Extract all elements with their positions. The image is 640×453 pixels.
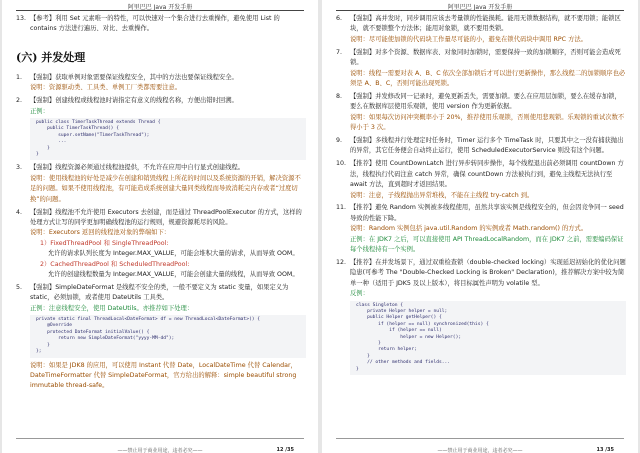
item-note: 说明：资源驱动类、工具类、单例工厂类都需要注意。 — [30, 84, 182, 92]
sub-item: 2）CachedThreadPool 和 ScheduledThreadPool: — [40, 260, 190, 268]
item-note: 说明：注意，子线程抛出异常堆栈，不能在主线程 try-catch 到。 — [350, 191, 534, 199]
item-text: 【强制】线程池不允许使用 Executors 去创建，而是通过 ThreadPoolExecutor 的方式，这样的处理方式让写的同学更加明确线程池的运行规则，规避资源耗尽的风险。 — [30, 208, 302, 226]
sub-item: 1）FixedThreadPool 和 SingleThreadPool: — [40, 239, 169, 247]
header-rule — [16, 10, 304, 11]
page-content — [16, 14, 306, 394]
page-left — [2, 0, 318, 453]
page-number: 12 /35 — [276, 447, 294, 453]
section-title: (六) 并发处理 — [16, 50, 86, 64]
item-note: 说明：如果每次访问冲突概率小于 20%，推荐使用乐观锁，否则使用悲观锁。乐观锁的重试次数不得小于 3 次。 — [350, 113, 625, 132]
item-text: 【推荐】在并发场景下，通过双重检查锁（double-checked locking）实现延迟初始化的优化问题隐患(可参考 The "Double-Checked Locking is Broken" Declaration)，推荐解决方案中较为简单一种（适用于 JDK5 及以上版本），将目标属性声明为 volatile 型。 — [350, 258, 626, 287]
item-note: 说明：线程一需要对表 A、B、C 依次全部加锁后才可以进行更新操作，那么线程二的加锁顺序也必须是 A、B、C，否则可能出现死锁。 — [350, 69, 626, 87]
list-item: 13. 【参考】利用 Set 元素唯一的特性，可以快速对一个集合进行去重操作，避免使用 List 的 contains 方法进行遍历、对比、去重操作。 — [16, 14, 306, 35]
example-label: 反例： — [350, 290, 369, 298]
header-rule — [336, 10, 624, 11]
item-text: 【强制】获取单例对象需要保证线程安全，其中的方法也要保证线程安全。 — [30, 73, 238, 81]
item-text: 【强制】创建线程或线程池时请指定有意义的线程名称，方便出错时回溯。 — [30, 97, 238, 105]
item-note: 说明：如果是 JDK8 的应用，可以使用 Instant 代替 Date，LocalDateTime 代替 Calendar，DateTimeFormatter 代替 SimpleDateFormat，官方给出的解释：simple beautiful strong immutable thread-safe。 — [30, 361, 297, 390]
code-block: private static final ThreadLocal<DateFormat> df = new ThreadLocal<DateFormat>() { @Override protected DateFormat initialValue() { return new SimpleDateFormat("yyyy-MM-dd"); } }; — [30, 315, 306, 357]
item-text: 【强制】高并发时，同步调用应该去考量锁的性能损耗。能用无锁数据结构，就不要用锁；能锁区块，就不要锁整个方法体；能用对象锁，就不要用类锁。 — [350, 15, 621, 33]
item-text: 【强制】SimpleDateFormat 是线程不安全的类，一般不要定义为 static 变量，如果定义为 static，必须加锁，或者使用 DateUtils 工具类。 — [30, 283, 289, 302]
sub-item-text: 允许的创建线程数量为 Integer.MAX_VALUE，可能会创建大量的线程，从而导致 OOM。 — [48, 270, 299, 278]
page-header: 阿里巴巴 Java 开发手册 — [447, 4, 513, 11]
footer-rule — [336, 438, 624, 439]
list-item: 9. 【强制】多线程并行处理定时任务时，Timer 运行多个 TimeTask 时，只要其中之一没有捕获抛出的异常，其它任务便会自动终止运行，使用 ScheduledExecutorService 则没有这个问题。 — [336, 136, 626, 157]
footer-rule — [16, 438, 304, 439]
item-text: 【强制】多线程并行处理定时任务时，Timer 运行多个 TimeTask 时，只要其中之一没有捕获抛出的异常，其它任务便会自动终止运行，使用 ScheduledExecutorService 则没有这个问题。 — [350, 136, 624, 155]
list-item: 7. 【强制】对多个资源、数据库表、对象同时加锁时，需要保持一致的加锁顺序，否则可能会造成死锁。 说明：线程一需要对表 A、B、C 依次全部加锁后才可以进行更新操作，那么线程二的加锁顺序也必须是 A、B、C，否则可能出现死锁。 — [336, 48, 626, 90]
code-block: public class TimerTaskThread extends Thread { public TimerTaskThread() { super.setName("TimerTaskThread"); ... } } — [30, 118, 306, 160]
list-item: 6. 【强制】高并发时，同步调用应该去考量锁的性能损耗。能用无锁数据结构，就不要用锁；能锁区块，就不要锁整个方法体；能用对象锁，就不要用类锁。 说明：尽可能使加锁的代码块工作量尽可能的小，避免在锁代码块中调用 RPC 方法。 — [336, 14, 626, 45]
item-text: 【强制】并发修改同一记录时，避免更新丢失，需要加锁。要么在应用层加锁，要么在缓存加锁，要么在数据库层使用乐观锁，使用 version 作为更新依据。 — [350, 92, 621, 111]
page-number: 13 /35 — [596, 447, 614, 453]
footer-text: ——禁止用于商业用途，违者必究—— — [437, 448, 523, 453]
item-note: 说明：尽可能使加锁的代码块工作量尽可能的小，避免在锁代码块中调用 RPC 方法。 — [350, 35, 587, 43]
list-item: 1. 【强制】获取单例对象需要保证线程安全，其中的方法也要保证线程安全。 说明：资源驱动类、工具类、单例工厂类都需要注意。 — [16, 73, 306, 94]
list-item: 12. 【推荐】在并发场景下，通过双重检查锁（double-checked locking）实现延迟初始化的优化问题隐患(可参考 The "Double-Checked Locking is Broken" Declaration)，推荐解决方案中较为简单一种（适用于 JDK5 及以上版本），将目标属性声明为 volatile 型。 反例： class Singleton { private Helper helper = null; public Helper getHelper() { if (helper == null) synchronized(this) { if (helper == null) helper = new Helper(); } return helper; } // other methods and fields... } — [336, 258, 626, 375]
list-item: 10. 【推荐】使用 CountDownLatch 进行异步转同步操作，每个线程退出前必须调用 countDown 方法，线程执行代码注意 catch 异常，确保 countDown 方法被执行到，避免主线程无法执行至 await 方法，直到超时才返回结果。 说明：注意，子线程抛出异常堆栈，不能在主线程 try-catch 到。 — [336, 159, 626, 201]
list-item: 8. 【强制】并发修改同一记录时，避免更新丢失，需要加锁。要么在应用层加锁，要么在缓存加锁，要么在数据库层使用乐观锁，使用 version 作为更新依据。 说明：如果每次访问冲突概率小于 20%，推荐使用乐观锁，否则使用悲观锁。乐观锁的重试次数不得小于 3 次。 — [336, 92, 626, 134]
page-content — [336, 14, 626, 378]
item-text: 【推荐】使用 CountDownLatch 进行异步转同步操作，每个线程退出前必须调用 countDown 方法，线程执行代码注意 catch 异常，确保 countDown 方法被执行到，避免主线程无法执行至 await 方法，直到超时才返回结果。 — [350, 160, 624, 189]
page-right — [322, 0, 638, 453]
list-item: 3. 【强制】线程资源必须通过线程池提供，不允许在应用中自行显式创建线程。 说明：使用线程池的好处是减少在创建和销毁线程上所花的时间以及系统资源的开销，解决资源不足的问题。如果不使用线程池，有可能造成系统创建大量同类线程而导致消耗完内存或者“过度切换”的问题。 — [16, 163, 306, 205]
item-note: 说明：Random 实例包括 java.util.Random 的实例或者 Math.random() 的方式。 — [350, 225, 588, 233]
code-block: class Singleton { private Helper helper = null; public Helper getHelper() { if (helper == null) synchronized(this) { if (helper == null) helper = new Helper(); } return helper; } // other methods and fields... } — [350, 301, 626, 375]
list-item: 5. 【强制】SimpleDateFormat 是线程不安全的类，一般不要定义为 static 变量，如果定义为 static，必须加锁，或者使用 DateUtils 工具类。 正例：注意线程安全，使用 DateUtils。亦推荐如下处理： private static final ThreadLocal<DateFormat> df = new ThreadLocal<DateFormat>() { @Override protected DateFormat initialValue() { return new SimpleDateFormat("yyyy-MM-dd"); } }; 说明：如果是 JDK8 的应用，可以使用 Instant 代替 Date，LocalDateTime 代替 Calendar，DateTimeFormatter 代替 SimpleDateFormat，官方给出的解释：simple beautiful strong immutable thread-safe。 — [16, 283, 306, 392]
list-item: 2. 【强制】创建线程或线程池时请指定有意义的线程名称，方便出错时回溯。 正例： public class TimerTaskThread extends Thread { public TimerTaskThread() { super.setName("TimerTaskThread"); ... } } — [16, 96, 306, 160]
example-text: 正例：在 JDK7 之后，可以直接使用 API ThreadLocalRandom，而在 JDK7 之前，需要编码保证每个线程持有一个实例。 — [350, 235, 624, 254]
footer-text: ——禁止用于商业用途，违者必究—— — [117, 448, 203, 453]
list-item: 11. 【推荐】避免 Random 实例被多线程使用，虽然共享该实例是线程安全的，但会因竞争同一 seed 导致的性能下降。 说明：Random 实例包括 java.util.Random 的实例或者 Math.random() 的方式。 正例：在 JDK7 之后，可以直接使用 API ThreadLocalRandom，而在 JDK7 之前，需要编码保证每个线程持有一个实例。 — [336, 203, 626, 255]
item-text: 【推荐】避免 Random 实例被多线程使用，虽然共享该实例是线程安全的，但会因竞争同一 seed 导致的性能下降。 — [350, 204, 624, 222]
sub-item-text: 允许的请求队列长度为 Integer.MAX_VALUE，可能会堆积大量的请求，从而导致 OOM。 — [48, 250, 299, 258]
item-note: 说明：Executors 返回的线程池对象的弊端如下： — [30, 229, 171, 237]
page-header: 阿里巴巴 Java 开发手册 — [127, 4, 193, 11]
list-item: 4. 【强制】线程池不允许使用 Executors 去创建，而是通过 ThreadPoolExecutor 的方式，这样的处理方式让写的同学更加明确线程池的运行规则，规避资源耗尽的风险。 说明：Executors 返回的线程池对象的弊端如下： 1）FixedThreadPool 和 SingleThreadPool: 允许的请求队列长度为 Integer.MAX_VALUE，可能会堆积大量的请求，从而导致 OOM。 2）CachedThreadPool 和 ScheduledThreadPool: 允许的创建线程数量为 Integer.MAX_VALUE，可能会创建大量的线程，从而导致 OOM。 — [16, 208, 306, 281]
example-label: 正例：注意线程安全，使用 DateUtils。亦推荐如下处理： — [30, 304, 194, 312]
item-note: 说明：使用线程池的好处是减少在创建和销毁线程上所花的时间以及系统资源的开销，解决资源不足的问题。如果不使用线程池，有可能造成系统创建大量同类线程而导致消耗完内存或者“过度切换”的问题。 — [30, 174, 301, 203]
example-label: 正例： — [30, 107, 49, 115]
item-text: 【强制】线程资源必须通过线程池提供，不允许在应用中自行显式创建线程。 — [30, 164, 245, 172]
item-text: 【强制】对多个资源、数据库表、对象同时加锁时，需要保持一致的加锁顺序，否则可能会造成死锁。 — [350, 48, 621, 67]
item-text: 【参考】利用 Set 元素唯一的特性，可以快速对一个集合进行去重操作，避免使用 List 的 contains 方法进行遍历、对比、去重操作。 — [30, 15, 280, 33]
